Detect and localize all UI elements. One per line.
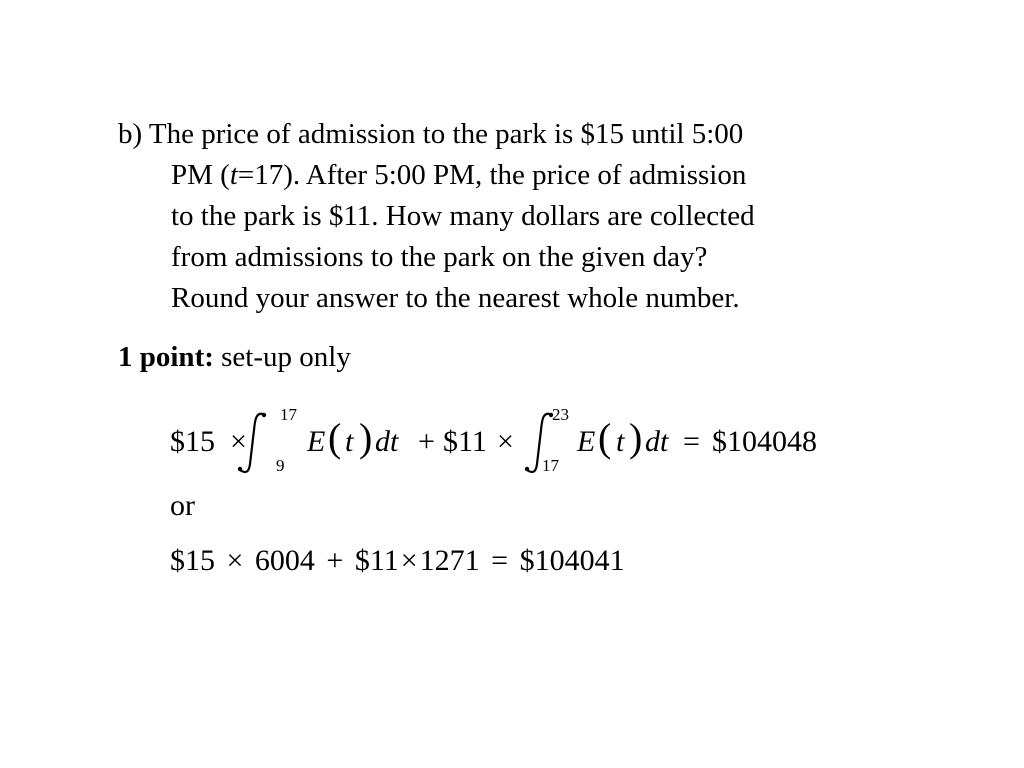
eq1-diff-1: dt (375, 425, 399, 458)
eq2-price-1: $15 (170, 544, 215, 577)
eq2-plus: + (326, 544, 344, 577)
eq1-upper-limit-2: 23 (552, 405, 569, 424)
question-line-2-rest: =17). After 5:00 PM, the price of admission (237, 159, 747, 191)
eq1-price-1: $15 (170, 425, 215, 458)
eq1-function-2: E (577, 425, 596, 458)
question-line-2 (118, 155, 878, 196)
question-line-3: to the park is $11. How many dollars are collected (171, 200, 755, 232)
question-line-4: from admissions to the park on the given day? (171, 241, 708, 273)
eq2-times-1: × (226, 544, 244, 577)
or-text: or (170, 489, 195, 522)
eq1-left-paren-1: ( (328, 415, 342, 460)
eq1-result: $104048 (712, 425, 817, 458)
eq1-price-2: $11 (443, 425, 487, 458)
eq1-plus: + (418, 425, 435, 458)
eq1-lower-limit-2: 17 (542, 456, 559, 475)
eq2-times-2: × (400, 544, 418, 577)
eq1-lower-limit-1: 9 (276, 456, 285, 475)
eq2-price-2: $11 (354, 544, 399, 577)
points-label: 1 point: (118, 341, 214, 373)
question-text (118, 114, 878, 319)
eq1-right-paren-1: ) (359, 415, 373, 460)
eq2-value-2: 1271 (419, 544, 480, 577)
integral-equation (170, 402, 870, 482)
eq2-result: $104041 (519, 544, 625, 577)
eq1-times-2: × (497, 425, 514, 458)
integral-sign-1-bottom (238, 467, 242, 471)
eq1-upper-limit-1: 17 (280, 405, 297, 424)
eq1-function-1: E (307, 425, 326, 458)
eq2-equals: = (491, 544, 509, 577)
question-line-5: Round your answer to the nearest whole number. (171, 282, 740, 314)
question-variable-t: t (229, 159, 238, 191)
eq1-var-2: t (616, 425, 625, 458)
eq1-var-1: t (345, 425, 354, 458)
integral-sign-2-bottom (525, 467, 529, 471)
scoring-line (118, 337, 351, 378)
eq1-diff-2: dt (645, 425, 669, 458)
eq1-left-paren-2: ( (598, 415, 612, 460)
eq1-times-1: × (230, 425, 247, 458)
arithmetic-equation (170, 543, 625, 579)
question-line-2-prefix: PM ( (171, 159, 230, 191)
eq2-value-1: 6004 (254, 544, 315, 577)
points-text: set-up only (221, 341, 351, 373)
question-line-1: b) The price of admission to the park is $15 until 5:00 (118, 118, 744, 150)
eq1-equals: = (683, 425, 700, 458)
eq1-right-paren-2: ) (629, 415, 643, 460)
integral-sign-1-top (262, 413, 266, 417)
